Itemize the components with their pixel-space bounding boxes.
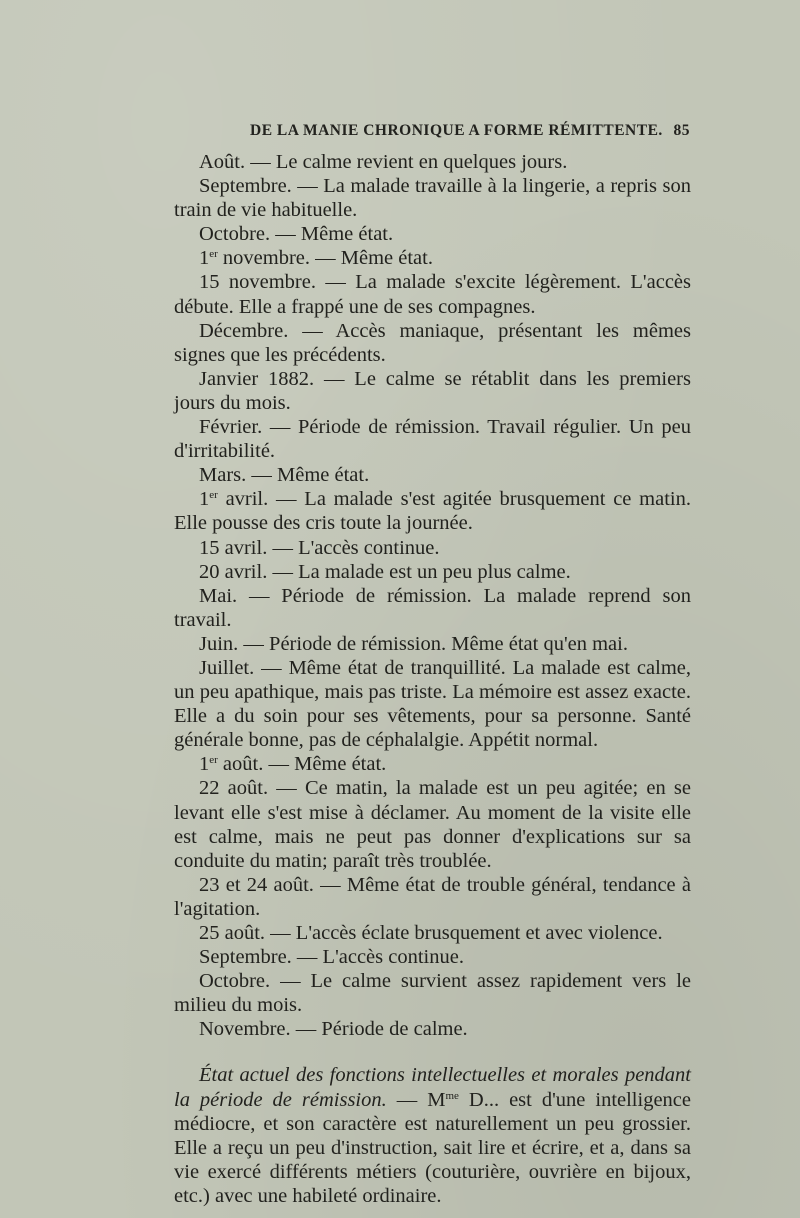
page-number: 85 bbox=[673, 122, 690, 139]
paragraph: Octobre. — Même état. bbox=[199, 223, 394, 246]
paragraph: Juillet. — Même état de tranquillité. La malade est calme, un peu apathique, mais pas triste. La mémoire est assez exacte. Elle a du soin pour ses vêtements, pour sa personne. Santé générale bonne, pas de céphalalgie. Appétit normal. bbox=[174, 656, 691, 752]
italic-lead: État actuel des fonctions intellectuelles et morales pendant la période de rémission. bbox=[174, 1064, 691, 1111]
paragraph: Septembre. — La malade travaille à la lingerie, a repris son train de vie habituelle. bbox=[174, 175, 691, 222]
paragraph: Février. — Période de rémission. Travail régulier. Un peu d'irritabilité. bbox=[174, 416, 691, 463]
paragraph: 20 avril. — La malade est un peu plus calme. bbox=[199, 560, 571, 583]
page-body bbox=[174, 150, 691, 1208]
paragraph: 23 et 24 août. — Même état de trouble général, tendance à l'agitation. bbox=[174, 873, 691, 920]
paragraph: Octobre. — Le calme survient assez rapidement vers le milieu du mois. bbox=[174, 970, 691, 1017]
paragraph: 15 novembre. — La malade s'excite légèrement. L'accès débute. Elle a frappé une de ses compagnes. bbox=[174, 271, 691, 318]
paragraph: Novembre. — Période de calme. bbox=[199, 1018, 468, 1041]
paragraph: Mai. — Période de rémission. La malade reprend son travail. bbox=[174, 584, 691, 631]
paragraph: 1er novembre. — Même état. bbox=[199, 247, 433, 270]
paragraph: Décembre. — Accès maniaque, présentant les mêmes signes que les précédents. bbox=[174, 319, 691, 366]
paragraph: 22 août. — Ce matin, la malade est un peu agitée; en se levant elle s'est mise à déclamer. Au moment de la visite elle est calme, mais ne peut pas donner d'explications sur sa conduite du matin; paraît très troublée. bbox=[174, 777, 691, 872]
final-paragraph-text: — $M^{me}$ D... est d'une intelligence médiocre, et son caractère est naturellement un peu grossier. Elle a reçu un peu d'instruction, sait lire et écrire, et a, dans sa vie exercé différents métiers (couturière, ouvrière en bijoux, etc.) avec une habileté ordinaire. bbox=[174, 1088, 691, 1207]
paragraph: 15 avril. — L'accès continue. bbox=[199, 536, 440, 559]
paragraph: Mars. — Même état. bbox=[199, 464, 370, 487]
paragraph: Juin. — Période de rémission. Même état qu'en mai. bbox=[199, 632, 628, 655]
paragraph: Septembre. — L'accès continue. bbox=[199, 946, 464, 969]
running-title: DE LA MANIE CHRONIQUE A FORME RÉMITTENTE. bbox=[250, 122, 663, 139]
paragraph: 25 août. — L'accès éclate brusquement et avec violence. bbox=[199, 922, 663, 944]
final-paragraph bbox=[174, 1063, 691, 1208]
paragraph: 1er août. — Même état. bbox=[199, 753, 387, 776]
paragraph: 1er avril. — La malade s'est agitée brusquement ce matin. Elle pousse des cris toute la journée. bbox=[174, 488, 691, 535]
paragraph: Janvier 1882. — Le calme se rétablit dans les premiers jours du mois. bbox=[174, 367, 691, 414]
paragraph: Août. — Le calme revient en quelques jours. bbox=[199, 151, 568, 173]
